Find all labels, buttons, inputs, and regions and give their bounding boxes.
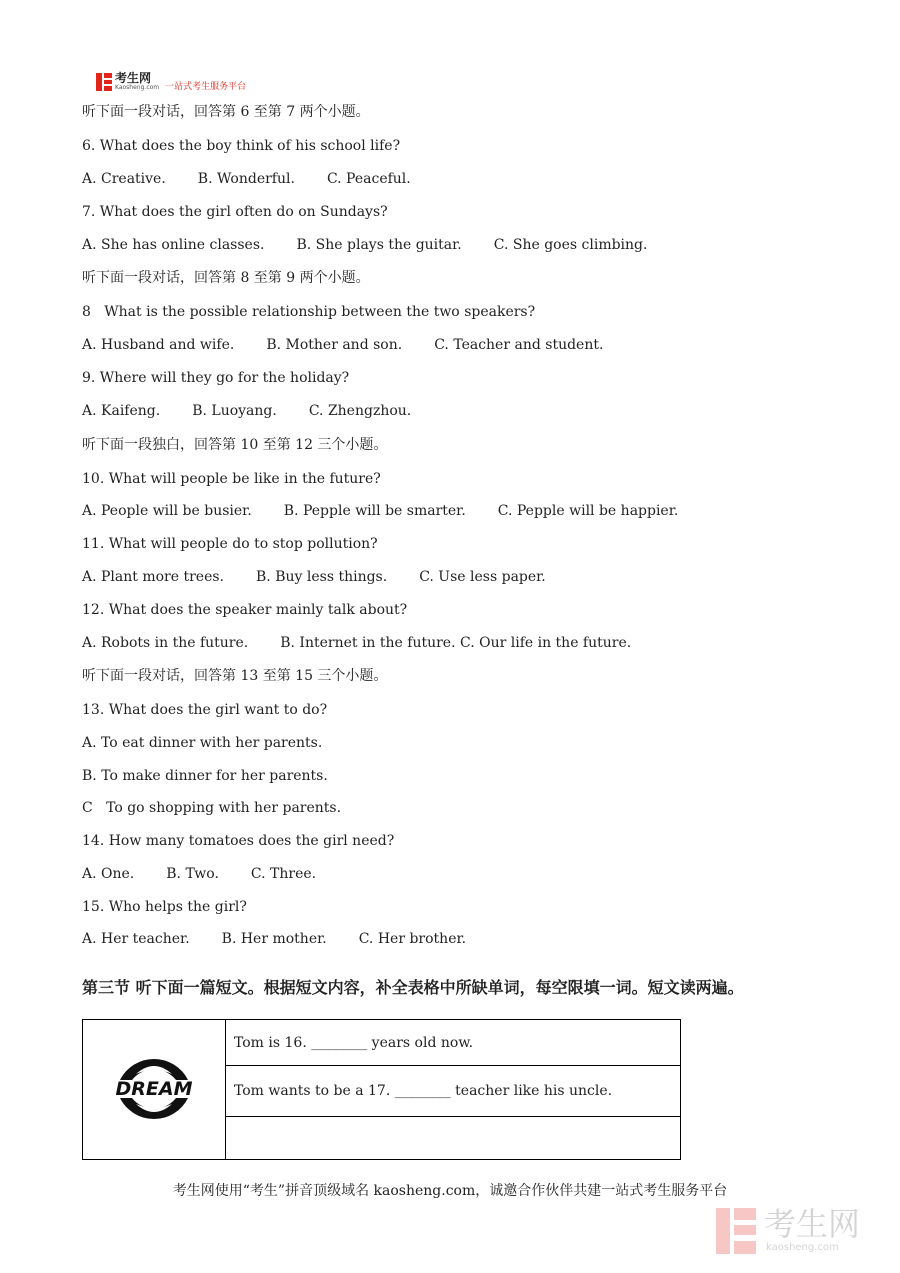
- text-line: [82, 898, 247, 916]
- watermark-logo: [716, 1206, 876, 1256]
- text-line: [82, 137, 400, 155]
- answer-option: C. Pepple will be happier.: [497, 503, 679, 519]
- text-line: [82, 767, 328, 785]
- answer-option: B. Two.: [166, 866, 219, 882]
- answer-options: [82, 170, 411, 188]
- answer-options: [82, 336, 603, 354]
- section-heading: 第三节 听下面一篇短文。根据短文内容，补全表格中所缺单词，每空限填一词。短文读两遍。: [82, 978, 744, 997]
- line-text: 8 What is the possible relationship between the two speakers?: [82, 304, 536, 320]
- answer-option: B. Pepple will be smarter.: [283, 503, 466, 519]
- answer-option: C. Her brother.: [358, 931, 467, 947]
- table-row: [226, 1117, 681, 1160]
- answer-option: B. Her mother.: [221, 931, 327, 947]
- answer-option: C. Use less paper.: [419, 569, 546, 585]
- answer-option: A. Plant more trees.: [82, 569, 225, 585]
- text-line: [82, 303, 535, 321]
- dream-logo-cell: [83, 1020, 226, 1160]
- line-text: 15. Who helps the girl?: [82, 899, 247, 915]
- line-text: 12. What does the speaker mainly talk about?: [82, 602, 408, 618]
- text-line: [82, 701, 327, 719]
- kaosheng-logo-icon: [96, 73, 112, 91]
- text-line: [82, 269, 370, 287]
- text-line: [82, 470, 381, 488]
- answer-option: C. Teacher and student.: [434, 337, 604, 353]
- answer-option: C. Zhengzhou.: [308, 403, 412, 419]
- line-text: 听下面一段对话，回答第 8 至第 9 两个小题。: [82, 270, 370, 286]
- line-text: 9. Where will they go for the holiday?: [82, 370, 350, 386]
- answer-options: [82, 236, 647, 254]
- line-text: 14. How many tomatoes does the girl need?: [82, 833, 395, 849]
- header-logo: [96, 72, 246, 92]
- answer-option: A. Robots in the future.: [82, 635, 249, 651]
- answer-option: A. People will be busier.: [82, 503, 252, 519]
- line-text: A. To eat dinner with her parents.: [82, 735, 323, 751]
- answer-option: A. Creative.: [82, 171, 166, 187]
- answer-option: B. Luoyang.: [192, 403, 277, 419]
- answer-option: B. Wonderful.: [197, 171, 295, 187]
- answer-option: A. Husband and wife.: [82, 337, 235, 353]
- answer-option: A. Her teacher.: [82, 931, 190, 947]
- watermark-icon: [716, 1208, 756, 1254]
- answer-option: B. Internet in the future. C. Our life in the future.: [280, 635, 632, 651]
- text-line: [82, 535, 378, 553]
- line-text: 10. What will people be like in the future?: [82, 471, 381, 487]
- text-line: [82, 667, 387, 685]
- page-footer: 考生网使用“考生”拼音顶级域名 kaosheng.com，诚邀合作伙伴共建一站式考生服务平台: [172, 1183, 728, 1199]
- answer-option: B. Buy less things.: [256, 569, 388, 585]
- table-row: Tom wants to be a 17. ________ teacher like his uncle.: [226, 1066, 681, 1117]
- text-line: [82, 832, 394, 850]
- dream-logo-text: DREAM: [115, 1077, 193, 1100]
- answer-option: C. She goes climbing.: [493, 237, 648, 253]
- text-line: [82, 103, 370, 121]
- watermark-sub: kaosheng.com: [766, 1242, 839, 1253]
- text-line: [82, 369, 349, 387]
- answer-options: [82, 502, 678, 520]
- line-text: 11. What will people do to stop pollution?: [82, 536, 378, 552]
- answer-options: [82, 634, 631, 652]
- answer-options: [82, 930, 466, 948]
- line-text: 7. What does the girl often do on Sundays?: [82, 204, 388, 220]
- line-text: 13. What does the girl want to do?: [82, 702, 328, 718]
- answer-option: C. Peaceful.: [326, 171, 411, 187]
- answer-option: A. She has online classes.: [82, 237, 265, 253]
- answer-option: A. Kaifeng.: [82, 403, 161, 419]
- answer-options: [82, 865, 316, 883]
- text-line: [82, 436, 387, 454]
- text-line: [82, 734, 322, 752]
- line-text: C To go shopping with her parents.: [82, 800, 342, 816]
- brand-name: 考生网 Kaosheng.com: [115, 71, 160, 91]
- text-line: [82, 601, 407, 619]
- text-line: [82, 799, 341, 817]
- answer-options: [82, 568, 546, 586]
- line-text: 听下面一段对话，回答第 13 至第 15 三个小题。: [82, 668, 388, 684]
- fill-in-table: [82, 1019, 681, 1160]
- line-text: 6. What does the boy think of his school life?: [82, 138, 401, 154]
- answer-options: [82, 402, 411, 420]
- line-text: B. To make dinner for her parents.: [82, 768, 328, 784]
- line-text: 听下面一段独白，回答第 10 至第 12 三个小题。: [82, 437, 388, 453]
- text-line: [82, 203, 388, 221]
- answer-option: A. One.: [82, 866, 135, 882]
- watermark-text: 考生网: [764, 1205, 861, 1243]
- answer-option: B. Mother and son.: [266, 337, 403, 353]
- answer-option: C. Three.: [250, 866, 317, 882]
- line-text: 听下面一段对话，回答第 6 至第 7 两个小题。: [82, 104, 370, 120]
- dream-logo-icon: [106, 1040, 202, 1136]
- answer-option: B. She plays the guitar.: [296, 237, 462, 253]
- table-row: Tom is 16. ________ years old now.: [226, 1020, 681, 1066]
- brand-slogan: 一站式考生服务平台: [165, 81, 247, 92]
